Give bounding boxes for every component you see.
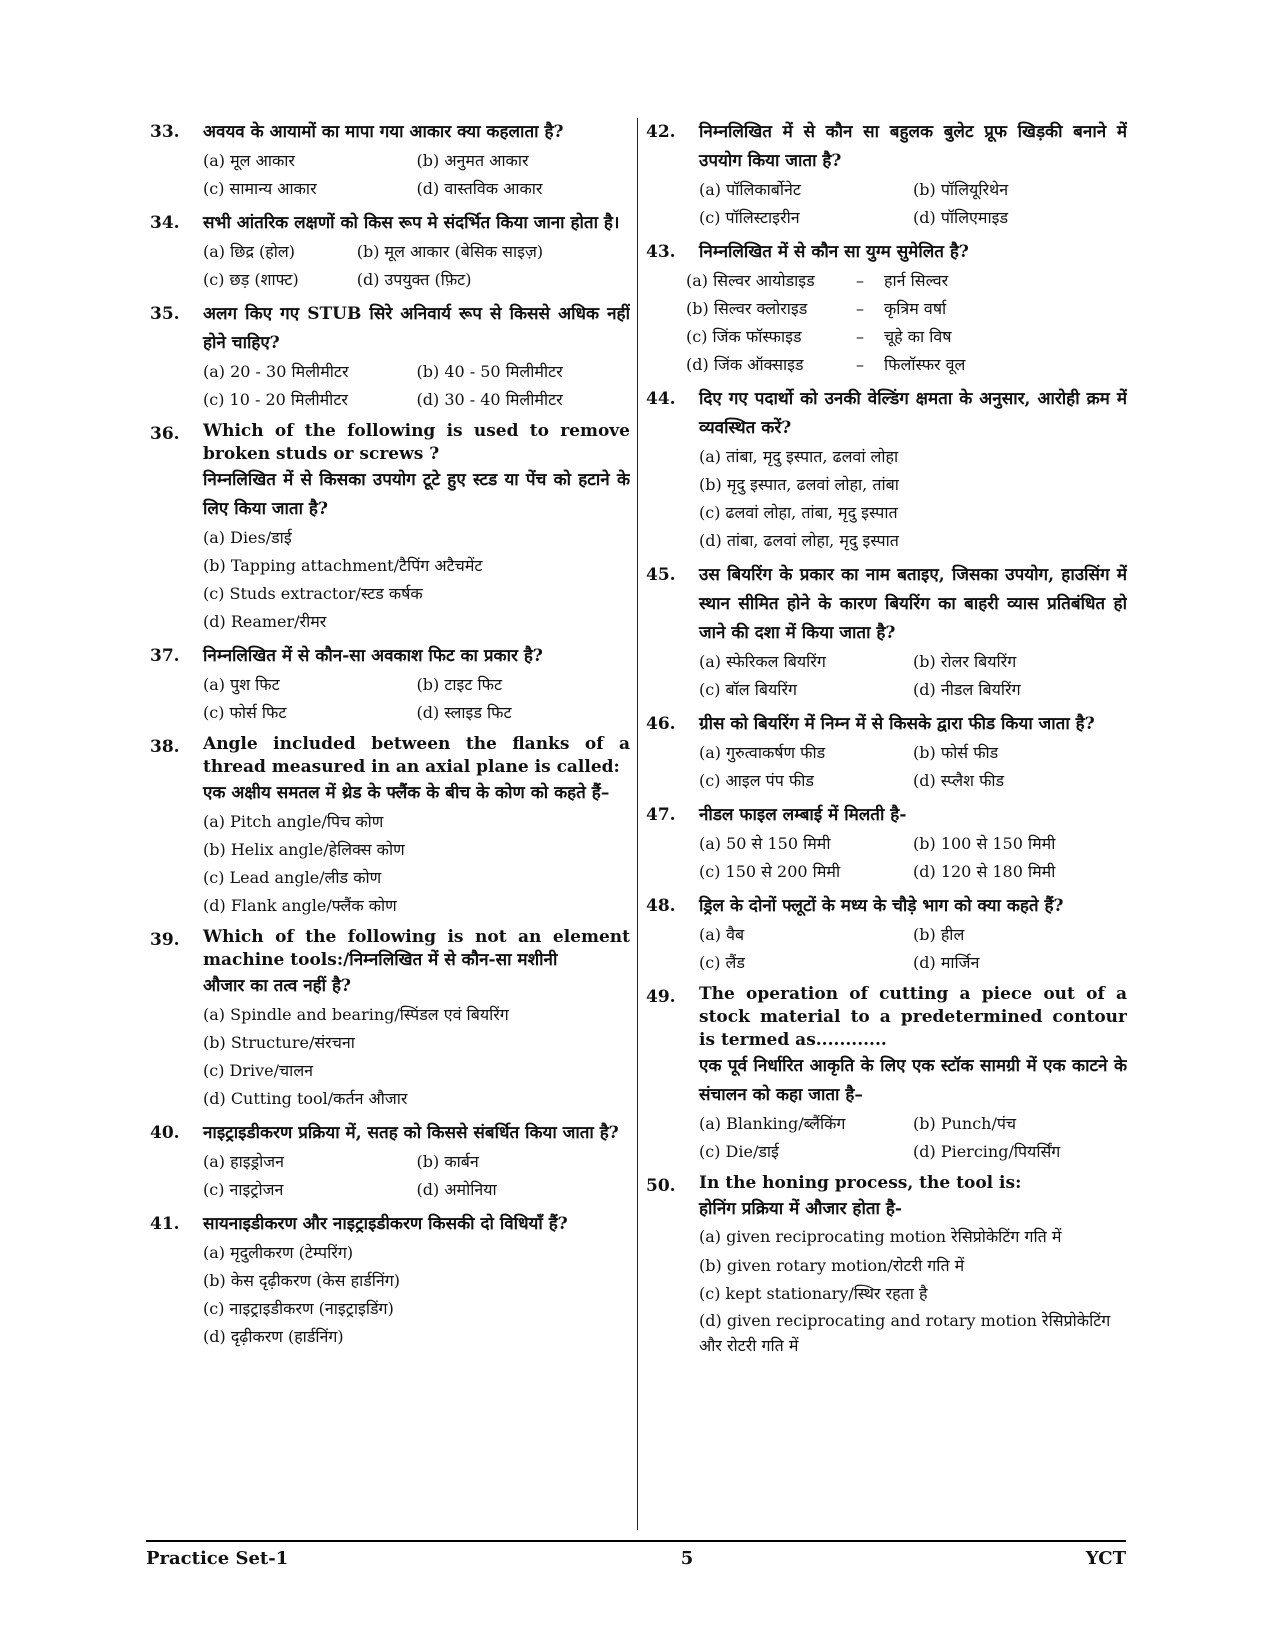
option-c: (c) Studs extractor/स्टड कर्षक [203,584,423,603]
question-33 [150,118,630,203]
option-a: (a) गुरुत्वाकर्षण फीड [699,743,826,762]
question-47 [646,801,1127,886]
question-text-english: Angle included between the flanks of a thread measured in an axial plane is called: [203,734,630,777]
option-c: (c) ढलवां लोहा, तांबा, मृदु इस्पात [699,503,898,522]
option-d: (d) पॉलिएमाइड [913,208,1009,227]
question-number: 49. [646,987,676,1007]
question-48 [646,892,1127,977]
question-number: 46. [646,714,676,734]
question-text: होनिंग प्रक्रिया में औजार होता है- [699,1199,902,1219]
option-b: (b) Tapping attachment/टैपिंग अटैचमेंट [203,556,483,575]
question-41 [150,1210,630,1351]
question-text: ग्रीस को बियरिंग में निम्न में से किसके द्वारा फीड किया जाता है? [699,714,1095,734]
option-b: (b) 100 से 150 मिमी [913,834,1056,853]
question-text-english: The operation of cutting a piece out of a stock material to a predetermined contour is termed as............ [699,984,1127,1050]
option-c: (c) सामान्य आकार [203,179,317,198]
option-d: (d) Reamer/रीमर [203,612,327,631]
option-c: (c) 150 से 200 मिमी [699,862,841,881]
match-pair: (a) सिल्वर आयोडाइड – हार्न सिल्वर [686,271,949,290]
question-49 [646,983,1127,1166]
page-footer [146,1548,1126,1569]
question-number: 37. [150,646,180,666]
right-column [646,118,1127,1530]
question-text: सायनाइडीकरण और नाइट्राइडीकरण किसकी दो विधियाँ हैं? [203,1214,568,1234]
option-d: (d) स्लाइड फिट [416,703,512,722]
question-text: निम्नलिखित में से कौन-सा अवकाश फिट का प्रकार है? [203,646,543,666]
option-b: (b) Structure/संरचना [203,1033,355,1052]
option-b: (b) 40 - 50 मिलीमीटर [416,362,563,381]
question-text: एक पूर्व निर्धारित आकृति के लिए एक स्टॉक सामग्री में एक काटने के संचालन को कहा जाता है– [699,1056,1127,1105]
option-c: (c) kept stationary/स्थिर रहता है [699,1284,928,1303]
question-number: 42. [646,122,676,142]
page-number: 5 [680,1548,694,1569]
match-pair: (d) जिंक ऑक्साइड – फिलॉस्फर वूल [686,355,966,374]
option-d: (d) वास्तविक आकार [416,179,543,198]
option-b: (b) कार्बन [416,1152,479,1171]
option-c: (c) लैंड [699,953,745,972]
option-a: (a) तांबा, मृदु इस्पात, ढलवां लोहा [699,447,899,466]
question-number: 45. [646,565,676,585]
option-d: (d) तांबा, ढलवां लोहा, मृदु इस्पात [699,531,899,550]
question-46 [646,710,1127,795]
question-number: 33. [150,122,180,142]
option-b: (b) हील [913,925,965,944]
question-number: 40. [150,1123,180,1143]
option-c: (c) पॉलिस्टाइरीन [699,208,800,227]
option-c: (c) नाइट्राइडीकरण (नाइट्राइडिंग) [203,1299,394,1318]
question-text: निम्नलिखित में से कौन सा बहुलक बुलेट प्रूफ खिड़की बनाने में उपयोग किया जाता है? [699,122,1127,171]
question-36 [150,420,630,636]
question-text: अलग किए गए STUB सिरे अनिवार्य रूप से किससे अधिक नहीं होने चाहिए? [203,304,630,353]
question-43 [646,238,1127,379]
footer-rule [146,1540,1126,1542]
option-d: (d) नीडल बियरिंग [913,680,1021,699]
question-34 [150,209,630,294]
option-d: (d) 120 से 180 मिमी [913,862,1056,881]
question-text: नाइट्राइडीकरण प्रक्रिया में, सतह को किससे संबर्धित किया जाता है? [203,1123,619,1143]
question-35 [150,300,630,414]
column-divider [637,118,638,1530]
option-b: (b) मूल आकार (बेसिक साइज़) [356,242,544,261]
option-c: (c) आइल पंप फीड [699,771,814,790]
option-a: (a) पुश फिट [203,675,280,694]
option-b: (b) Punch/पंच [913,1114,1017,1133]
question-number: 50. [646,1176,676,1196]
option-a: (a) मूल आकार [203,151,295,170]
question-45 [646,561,1127,704]
option-a: (a) 50 से 150 मिमी [699,834,831,853]
question-number: 44. [646,389,676,409]
question-number: 43. [646,242,676,262]
option-b: (b) मृदु इस्पात, ढलवां लोहा, तांबा [699,475,899,494]
option-a: (a) छिद्र (होल) [203,242,296,261]
question-42 [646,118,1127,232]
option-d: (d) Cutting tool/कर्तन औजार [203,1089,408,1108]
footer-set-label: Practice Set-1 [146,1548,289,1569]
question-number: 34. [150,213,180,233]
option-b: (b) रोलर बियरिंग [913,652,1017,671]
option-d: (d) Piercing/पियर्सिंग [913,1142,1061,1161]
left-column [150,118,630,1530]
option-d: (d) मार्जिन [913,953,980,972]
option-a: (a) वैब [699,925,745,944]
option-b: (b) फोर्स फीड [913,743,999,762]
question-number: 48. [646,896,676,916]
option-b: (b) टाइट फिट [416,675,503,694]
option-d: (d) 30 - 40 मिलीमीटर [416,390,563,409]
option-b: (b) Helix angle/हेलिक्स कोण [203,840,405,859]
option-a: (a) 20 - 30 मिलीमीटर [203,362,349,381]
option-a: (a) हाइड्रोजन [203,1152,285,1171]
option-d: (d) अमोनिया [416,1180,497,1199]
option-a: (a) Pitch angle/पिच कोण [203,812,384,831]
option-c: (c) Die/डाई [699,1142,779,1161]
question-number: 36. [150,424,180,444]
option-d: (d) उपयुक्त (फ़िट) [356,270,472,289]
question-text-english: In the honing process, the tool is: [699,1173,1022,1193]
option-c: (c) फोर्स फिट [203,703,287,722]
option-d: (d) given reciprocating and rotary motion रेसिप्रोकेटिंग और रोटरी गति में [699,1311,1111,1355]
question-text: दिए गए पदार्थो को उनकी वेल्डिंग क्षमता के अनुसार, आरोही क्रम में व्यवस्थित करें? [699,389,1127,438]
question-44 [646,385,1127,555]
question-text-english: Which of the following is not an element machine tools:/निम्नलिखित में से कौन-सा मशीनी [203,927,630,970]
question-37 [150,642,630,727]
option-c: (c) नाइट्रोजन [203,1180,284,1199]
option-c: (c) छड़ (शाफ्ट) [203,270,299,289]
question-39 [150,926,630,1113]
question-number: 35. [150,304,180,324]
question-text: औजार का तत्व नहीं है? [203,976,351,996]
question-text: नीडल फाइल लम्बाई में मिलती है- [699,805,907,825]
question-text: अवयव के आयामों का मापा गया आकार क्या कहलाता है? [203,122,564,142]
publisher-label: YCT [1085,1548,1126,1569]
option-d: (d) Flank angle/फ्लैंक कोण [203,896,397,915]
option-a: (a) given reciprocating motion रेसिप्रोकेटिंग गति में [699,1227,1062,1246]
option-b: (b) अनुमत आकार [416,151,529,170]
question-number: 39. [150,930,180,950]
option-a: (a) Dies/डाई [203,528,292,547]
question-text: ड्रिल के दोनों फ्लूटों के मध्य के चौड़े भाग को क्या कहते हैं? [699,896,1064,916]
option-a: (a) मृदुलीकरण (टेम्परिंग) [203,1243,354,1262]
option-b: (b) केस दृढ़ीकरण (केस हार्डनिंग) [203,1271,401,1290]
question-text: निम्नलिखित में से कौन सा युग्म सुमेलित है? [699,242,969,262]
option-d: (d) स्प्लैश फीड [913,771,1005,790]
option-c: (c) बॉल बियरिंग [699,680,798,699]
question-text: एक अक्षीय समतल में थ्रेड के फ्लैंक के बीच के कोण को कहते हैं– [203,783,610,803]
option-b: (b) given rotary motion/रोटरी गति में [699,1256,965,1275]
option-c: (c) Drive/चालन [203,1061,314,1080]
match-pair: (c) जिंक फॉस्फाइड – चूहे का विष [686,327,952,346]
option-a: (a) पॉलिकार्बोनेट [699,180,801,199]
question-text: सभी आंतरिक लक्षणों को किस रूप मे संदर्भित किया जाना होता है। [203,213,620,233]
option-c: (c) 10 - 20 मिलीमीटर [203,390,348,409]
option-a: (a) स्फेरिकल बियरिंग [699,652,826,671]
question-text: निम्नलिखित में से किसका उपयोग टूटे हुए स्टड या पेंच को हटाने के लिए किया जाता है? [203,470,630,519]
option-a: (a) Blanking/ब्लैंकिंग [699,1114,846,1133]
option-d: (d) दृढ़ीकरण (हार्डनिंग) [203,1327,344,1346]
match-pair: (b) सिल्वर क्लोराइड – कृत्रिम वर्षा [686,299,947,318]
question-number: 41. [150,1214,180,1234]
question-text-english: Which of the following is used to remove broken studs or screws ? [203,421,630,464]
question-number: 47. [646,805,676,825]
question-38 [150,733,630,920]
option-b: (b) पॉलियूरिथेन [913,180,1009,199]
question-number: 38. [150,737,180,757]
question-text: उस बियरिंग के प्रकार का नाम बताइए, जिसका उपयोग, हाउसिंग में स्थान सीमित होने के कारण बियरिंग का बाहरी व्यास प्रतिबंधित हो जाने की दशा में किया जाता है? [699,565,1127,643]
question-50 [646,1172,1127,1358]
question-40 [150,1119,630,1204]
option-c: (c) Lead angle/लीड कोण [203,868,382,887]
option-a: (a) Spindle and bearing/स्पिंडल एवं बियरिंग [203,1005,509,1024]
